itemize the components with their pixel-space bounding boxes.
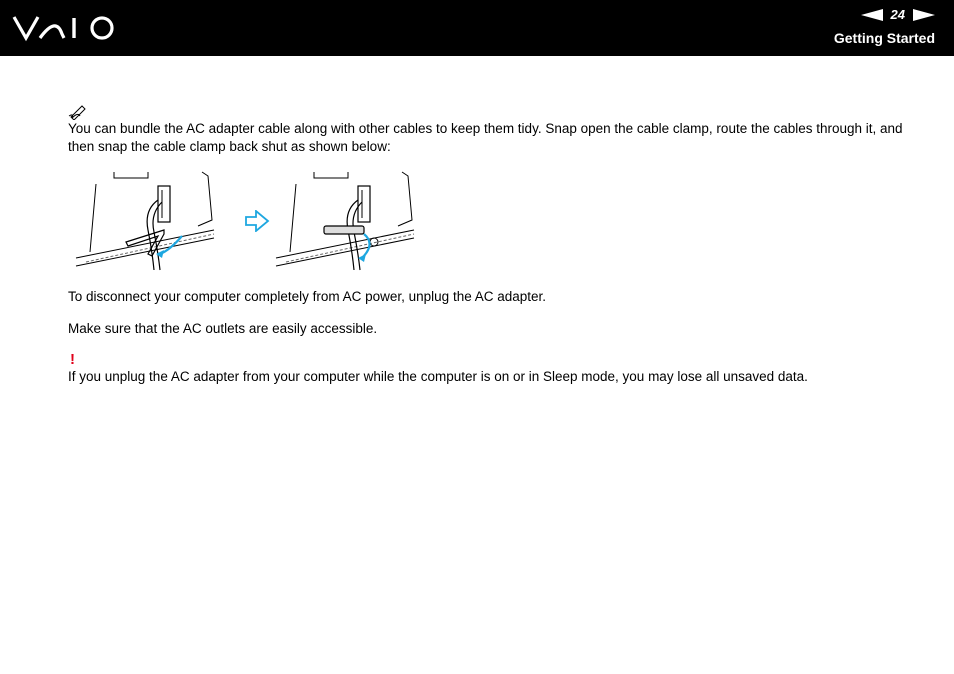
right-triangle-arrow-icon[interactable] — [913, 9, 935, 21]
pencil-note-icon — [68, 104, 88, 120]
vaio-logo — [12, 14, 120, 42]
note-text: You can bundle the AC adapter cable along with other cables to keep them tidy. Snap open the cable clamp, route the cables through it, and then snap the cable clamp back shut as shown below: — [68, 121, 903, 154]
left-triangle-arrow-icon[interactable] — [861, 9, 883, 21]
page-navigation — [861, 7, 935, 23]
page-number: 24 — [890, 7, 905, 22]
warning-icon: ! — [70, 351, 75, 368]
page-header — [0, 0, 954, 56]
warning-text: If you unplug the AC adapter from your computer while the computer is on or in Sleep mode, you may lose all unsaved data. — [68, 369, 808, 384]
section-title: Getting Started — [833, 30, 935, 46]
clamp-closed-illustration — [274, 170, 416, 274]
cable-clamp-figure — [74, 170, 434, 274]
clamp-open-illustration — [74, 170, 216, 274]
disconnect-paragraph: To disconnect your computer completely from AC power, unplug the AC adapter. — [68, 289, 547, 304]
page-content — [68, 104, 918, 386]
outlets-paragraph: Make sure that the AC outlets are easily accessible. — [68, 321, 378, 336]
outline-right-arrow-icon — [244, 210, 270, 232]
